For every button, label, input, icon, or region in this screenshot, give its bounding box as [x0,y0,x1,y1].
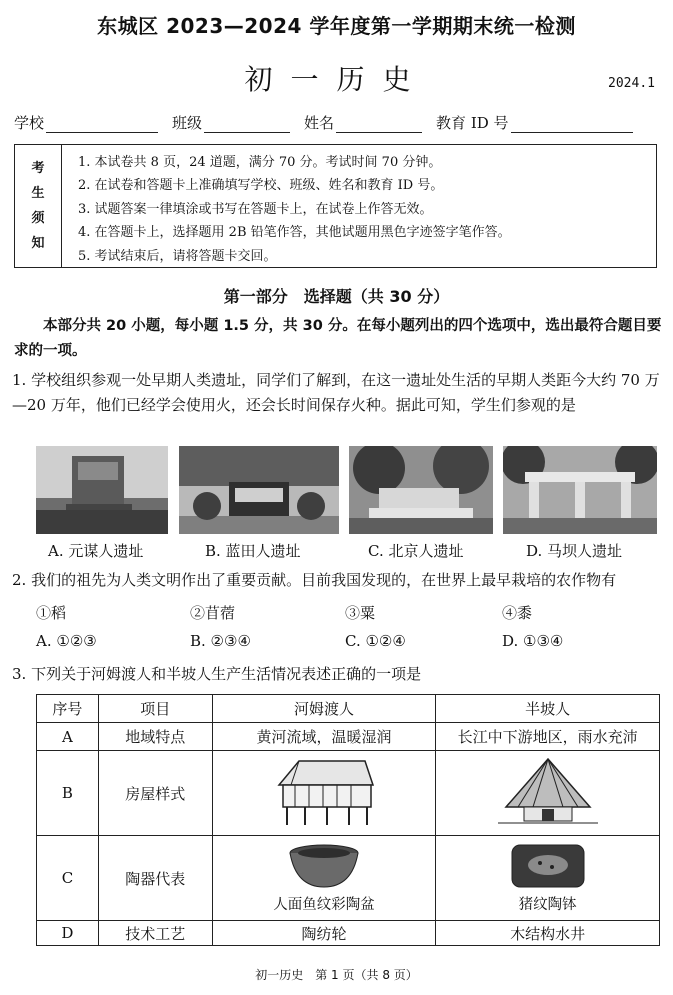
row-item: 陶器代表 [98,836,212,921]
table-header: 序号 [37,695,99,723]
q2-item-2: ②苜蓿 [190,604,236,622]
class-field[interactable]: 班级 [172,112,290,133]
banpo-cell: 长江中下游地区，雨水充沛 [436,723,660,751]
pottery-caption: 人面鱼纹彩陶盆 [273,896,375,913]
question-3-table [36,694,660,946]
edu-id-field[interactable]: 教育 ID 号 [436,112,633,133]
exam-date: 2024.1 [608,76,655,91]
notice-item: 2. 在试卷和答题卡上准确填写学校、班级、姓名和教育 ID 号。 [78,178,444,194]
pottery-caption: 猪纹陶钵 [518,896,577,913]
row-id: B [37,751,99,836]
notice-item: 5. 考试结束后，请将答题卡交回。 [78,248,277,264]
notice-side-label: 考 生 须 知 [15,145,62,267]
section-intro: 本部分共 20 小题，每小题 1.5 分，共 30 分。在每小题列出的四个选项中，选出最符合题目要求的一项。 [14,318,662,359]
notice-item: 4. 在答题卡上，选择题用 2B 铅笔作答，其他试题用黑色字迹签字笔作答。 [78,225,511,241]
beijing-site-photo [349,446,493,534]
q2-option-a[interactable]: A. ①②③ [36,632,97,650]
q2-option-b[interactable]: B. ②③④ [190,632,251,650]
pottery-bowl-image [508,843,588,889]
q1-option-d[interactable]: D. 马坝人遗址 [526,542,623,560]
maba-site-photo [503,446,657,534]
question-1-photos [36,446,660,534]
q2-option-d[interactable]: D. ①③④ [502,632,564,650]
q2-item-4: ④黍 [502,604,533,622]
notice-item: 3. 试题答案一律填涂或书写在答题卡上，在试卷上作答无效。 [78,201,433,217]
q1-option-a[interactable]: A. 元谋人遗址 [48,542,144,560]
hemudu-cell: 黄河流域，温暖湿润 [212,723,436,751]
stilt-house-image [269,755,379,827]
q2-option-c[interactable]: C. ①②④ [345,632,406,650]
hemudu-house-cell [212,751,436,836]
question-3-text: 3. 下列关于河姆渡人和半坡人生产生活情况表述正确的一项是 [12,665,422,683]
question-1-text: 1. 学校组织参观一处早期人类遗址，同学们了解到，在这一遗址处生活的早期人类距今大约 70 万—20 万年，他们已经学会使用火，还会长时间保存火种。据此可知，学生们参观的是 [12,371,660,414]
exam-notice-box [14,144,657,268]
q2-item-3: ③粟 [345,604,376,622]
row-item: 地域特点 [98,723,212,751]
q1-option-b[interactable]: B. 蓝田人遗址 [205,542,301,560]
name-field[interactable]: 姓名 [304,112,422,133]
table-header-row [37,695,660,723]
row-item: 技术工艺 [98,921,212,946]
hemudu-cell: 陶纺轮 [212,921,436,946]
row-item: 房屋样式 [98,751,212,836]
student-info-line [14,112,664,133]
round-hut-image [498,755,598,827]
question-2-text: 2. 我们的祖先为人类文明作出了重要贡献。目前我国发现的，在世界上最早栽培的农作物有 [12,571,617,589]
pottery-basin-image [288,843,360,889]
q2-item-1: ①稻 [36,604,67,622]
table-row[interactable] [37,751,660,836]
lantian-site-photo [179,446,339,534]
school-field[interactable]: 学校 [14,112,158,133]
banpo-cell: 木结构水井 [436,921,660,946]
table-header: 河姆渡人 [212,695,436,723]
section-title: 第一部分 选择题（共 30 分） [223,287,450,306]
notice-list [62,145,511,267]
exam-title: 东城区 2023—2024 学年度第一学期期末统一检测 [97,14,576,38]
table-row[interactable] [37,921,660,946]
row-id: A [37,723,99,751]
table-row[interactable] [37,836,660,921]
hemudu-pottery-cell [212,836,436,921]
banpo-pottery-cell [436,836,660,921]
table-row[interactable] [37,723,660,751]
table-header: 项目 [98,695,212,723]
yuanmou-site-photo [36,446,168,534]
table-header: 半坡人 [436,695,660,723]
subject-title: 初一历史 [244,63,429,96]
notice-item: 1. 本试卷共 8 页，24 道题，满分 70 分。考试时间 70 分钟。 [78,155,442,170]
page-footer: 初一历史 第 1 页（共 8 页） [255,968,418,982]
row-id: C [37,836,99,921]
q1-option-c[interactable]: C. 北京人遗址 [368,542,464,560]
banpo-house-cell [436,751,660,836]
row-id: D [37,921,99,946]
